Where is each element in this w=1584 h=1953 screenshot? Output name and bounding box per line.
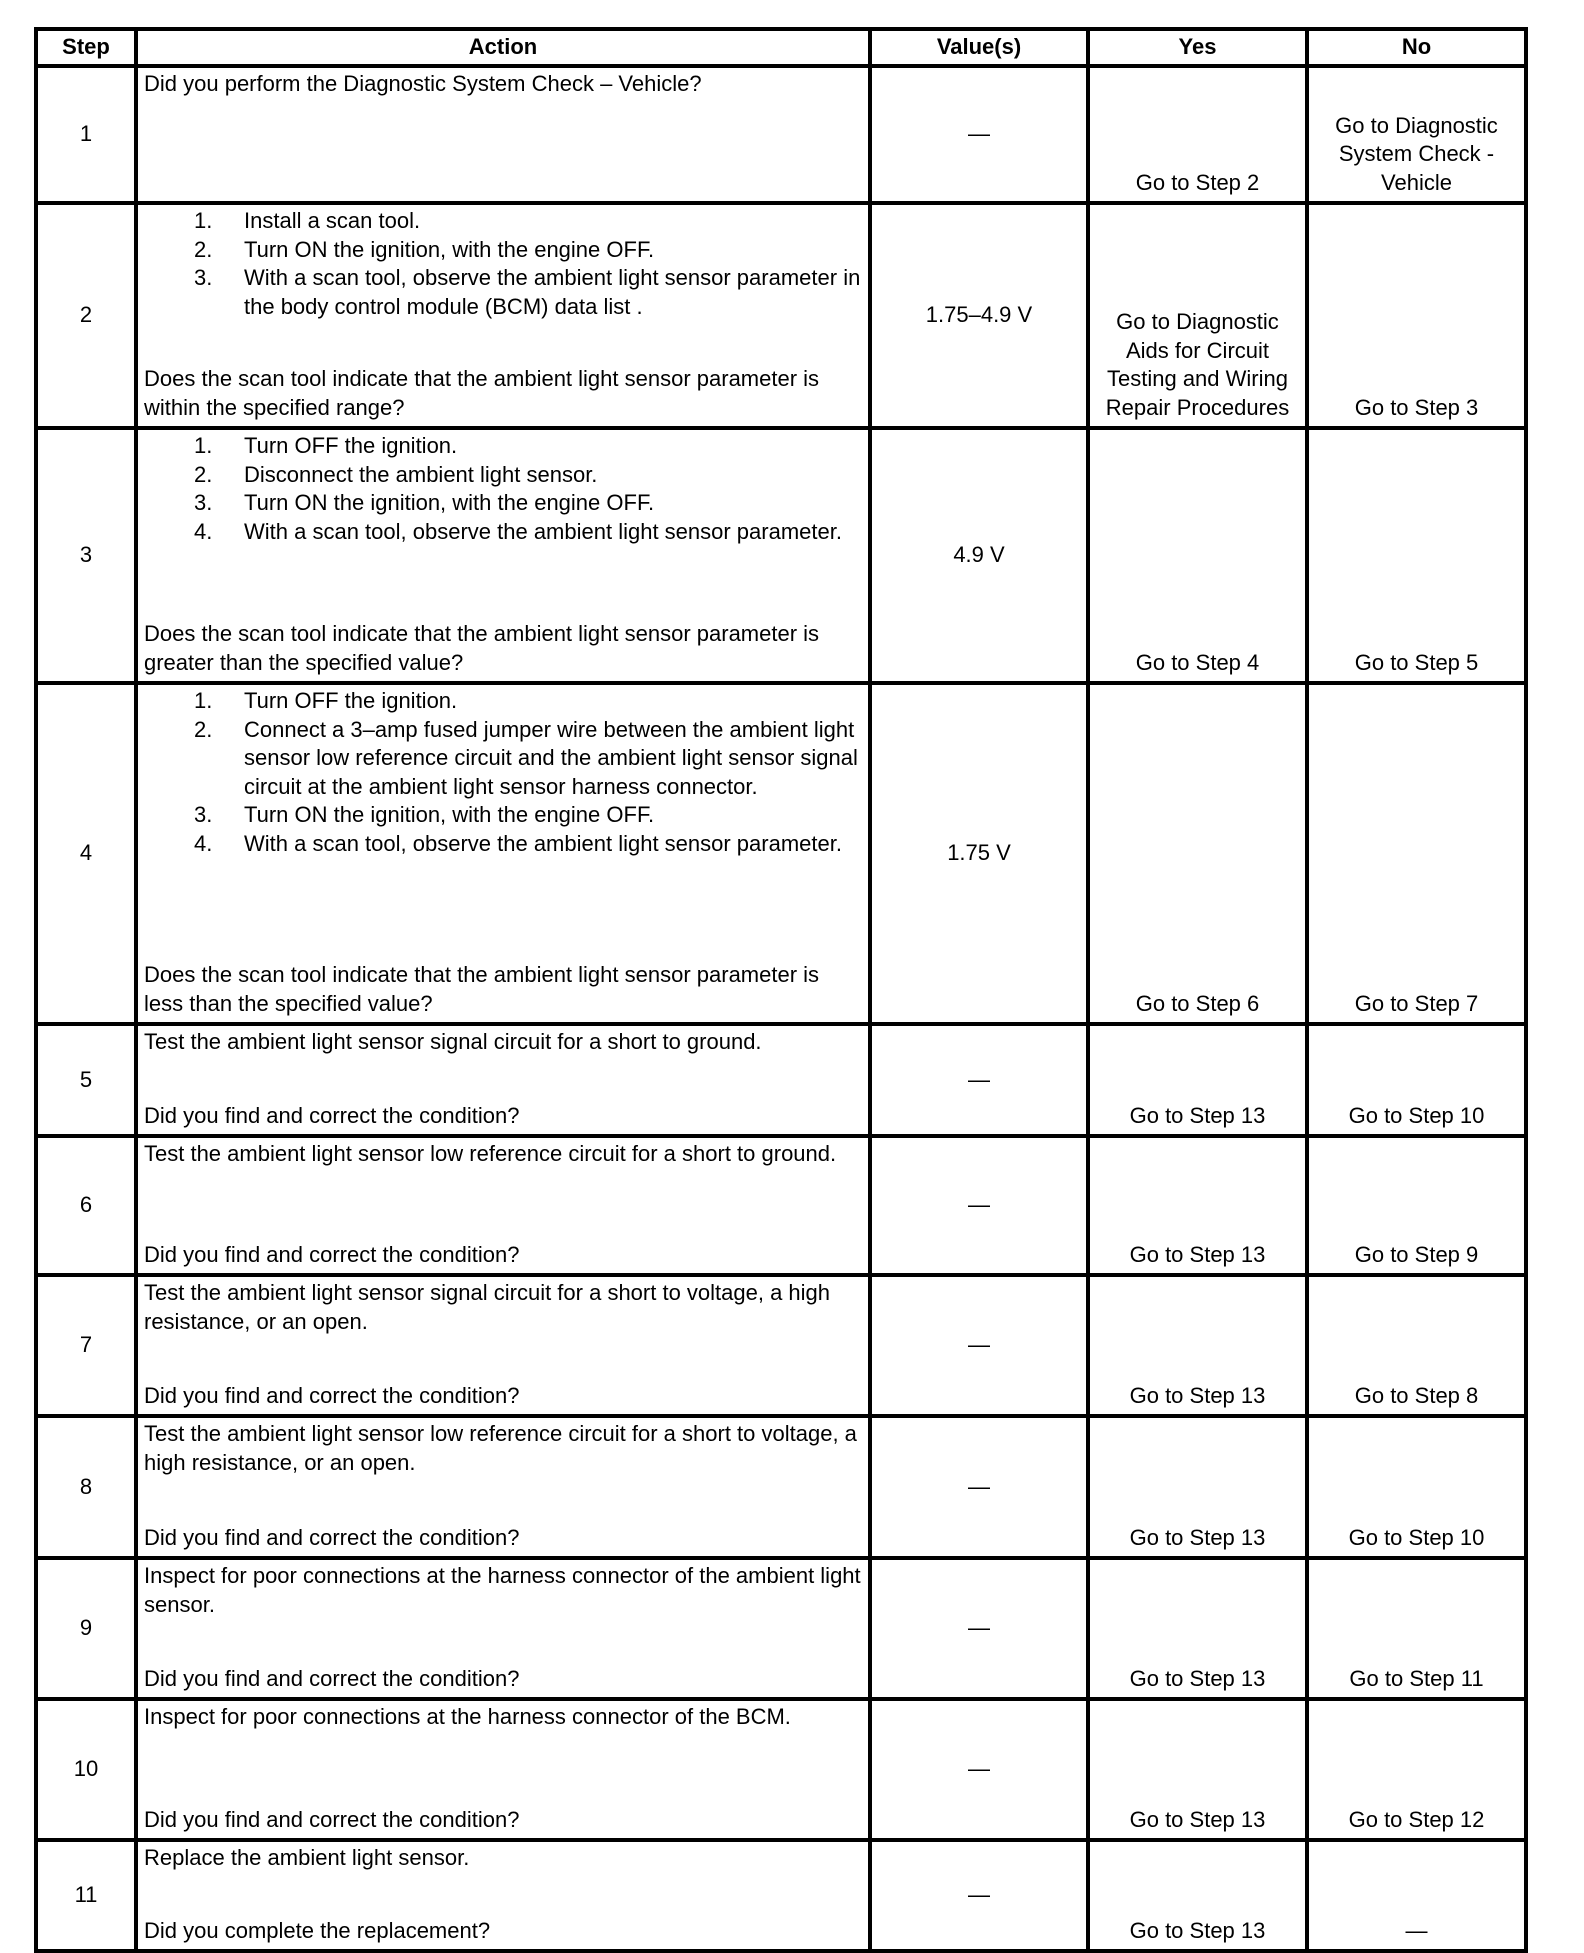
action-list-item bbox=[144, 830, 862, 859]
no-action: Go to Step 5 bbox=[1354, 649, 1479, 675]
list-number: 2. bbox=[194, 461, 213, 487]
list-text: Turn ON the ignition, with the engine OFF. bbox=[244, 802, 655, 827]
action-cell bbox=[136, 203, 870, 428]
yes-cell bbox=[1088, 1416, 1307, 1558]
no-cell bbox=[1307, 1840, 1526, 1951]
no-action: Go to Step 10 bbox=[1348, 1102, 1485, 1128]
value-cell: 1.75–4.9 V bbox=[870, 203, 1088, 428]
list-text: Turn ON the ignition, with the engine OFF. bbox=[244, 490, 655, 515]
yes-cell bbox=[1088, 1840, 1307, 1951]
yes-cell bbox=[1088, 66, 1307, 203]
yes-cell bbox=[1088, 1136, 1307, 1275]
action-cell bbox=[136, 428, 870, 683]
value-cell: — bbox=[870, 1699, 1088, 1840]
no-action: Go to Step 7 bbox=[1354, 990, 1479, 1016]
action-question: Did you perform the Diagnostic System Check – Vehicle? bbox=[144, 71, 702, 96]
action-question: Did you find and correct the condition? bbox=[144, 1102, 520, 1128]
action-content bbox=[138, 685, 868, 1022]
yes-action: Go to Step 13 bbox=[1129, 1524, 1266, 1550]
list-number: 1. bbox=[194, 688, 213, 713]
action-question: Did you find and correct the condition? bbox=[144, 1241, 520, 1267]
value-cell: — bbox=[870, 1416, 1088, 1558]
action-intro: Test the ambient light sensor low reference circuit for a short to voltage, a high resistance, or an open. bbox=[144, 1421, 857, 1475]
action-cell bbox=[136, 1699, 870, 1840]
action-content bbox=[138, 205, 868, 426]
list-text: With a scan tool, observe the ambient light sensor parameter in the body control module (BCM) data list . bbox=[244, 265, 861, 319]
action-steps bbox=[144, 207, 862, 321]
yes-action: Go to Step 13 bbox=[1129, 1241, 1266, 1267]
no-action: — bbox=[1405, 1917, 1428, 1943]
list-number: 4. bbox=[194, 830, 213, 856]
action-list-item bbox=[144, 716, 862, 802]
action-content bbox=[138, 1138, 868, 1273]
action-steps bbox=[144, 1279, 862, 1336]
header-yes: Yes bbox=[1088, 29, 1307, 66]
list-text: Disconnect the ambient light sensor. bbox=[244, 461, 598, 487]
action-intro: Test the ambient light sensor signal circuit for a short to voltage, a high resistance, or an open. bbox=[144, 1280, 831, 1334]
no-cell bbox=[1307, 683, 1526, 1024]
table-row bbox=[36, 1699, 1526, 1840]
no-action: Go to Step 12 bbox=[1348, 1806, 1485, 1832]
step-number: 7 bbox=[36, 1275, 136, 1416]
yes-cell bbox=[1088, 1275, 1307, 1416]
no-cell bbox=[1307, 1699, 1526, 1840]
list-number: 3. bbox=[194, 490, 213, 515]
yes-cell bbox=[1088, 1558, 1307, 1699]
action-content bbox=[138, 1277, 868, 1414]
step-number: 2 bbox=[36, 203, 136, 428]
list-text: Turn OFF the ignition. bbox=[244, 433, 458, 458]
action-question: Did you find and correct the condition? bbox=[144, 1806, 520, 1832]
action-steps bbox=[144, 1028, 862, 1057]
value-cell: — bbox=[870, 1275, 1088, 1416]
action-steps bbox=[144, 1420, 862, 1477]
action-list-item bbox=[144, 489, 862, 518]
action-intro: Test the ambient light sensor signal circuit for a short to ground. bbox=[144, 1029, 762, 1054]
diagnostic-table bbox=[34, 27, 1528, 1953]
action-steps bbox=[144, 1562, 862, 1619]
action-list-item bbox=[144, 432, 862, 461]
no-action: Go to Diagnostic System Check - Vehicle bbox=[1335, 112, 1498, 195]
table-row bbox=[36, 683, 1526, 1024]
list-text: Connect a 3–amp fused jumper wire between the ambient light sensor low reference circuit and the ambient light sensor signal circuit at the ambient light sensor harness connector. bbox=[244, 716, 858, 799]
action-cell bbox=[136, 1136, 870, 1275]
list-number: 1. bbox=[194, 208, 213, 233]
action-question: Does the scan tool indicate that the ambient light sensor parameter is greater than the specified value? bbox=[144, 621, 820, 675]
no-cell bbox=[1307, 1136, 1526, 1275]
action-steps bbox=[144, 1844, 862, 1873]
header-no: No bbox=[1307, 29, 1526, 66]
action-intro: Inspect for poor connections at the harness connector of the ambient light sensor. bbox=[144, 1563, 861, 1617]
action-cell bbox=[136, 1024, 870, 1136]
header-action: Action bbox=[136, 29, 870, 66]
step-number: 8 bbox=[36, 1416, 136, 1558]
no-cell bbox=[1307, 203, 1526, 428]
value-cell: — bbox=[870, 66, 1088, 203]
no-action: Go to Step 3 bbox=[1354, 394, 1479, 420]
no-cell bbox=[1307, 1275, 1526, 1416]
step-number: 4 bbox=[36, 683, 136, 1024]
list-number: 4. bbox=[194, 518, 213, 544]
step-number: 5 bbox=[36, 1024, 136, 1136]
header-values: Value(s) bbox=[870, 29, 1088, 66]
no-action: Go to Step 11 bbox=[1349, 1665, 1484, 1691]
yes-cell bbox=[1088, 1699, 1307, 1840]
no-cell bbox=[1307, 428, 1526, 683]
yes-action: Go to Step 13 bbox=[1129, 1102, 1266, 1128]
action-list-item bbox=[144, 236, 862, 265]
list-number: 3. bbox=[194, 265, 213, 290]
no-cell bbox=[1307, 1558, 1526, 1699]
action-content bbox=[138, 1701, 868, 1838]
action-steps bbox=[144, 1140, 862, 1169]
yes-action: Go to Step 13 bbox=[1129, 1917, 1266, 1943]
value-cell: — bbox=[870, 1136, 1088, 1275]
action-cell bbox=[136, 1275, 870, 1416]
value-cell: — bbox=[870, 1558, 1088, 1699]
yes-cell bbox=[1088, 203, 1307, 428]
action-cell bbox=[136, 683, 870, 1024]
action-cell bbox=[136, 1558, 870, 1699]
action-list-item bbox=[144, 801, 862, 830]
no-cell bbox=[1307, 1416, 1526, 1558]
yes-cell bbox=[1088, 1024, 1307, 1136]
step-number: 11 bbox=[36, 1840, 136, 1951]
yes-action: Go to Step 6 bbox=[1135, 990, 1260, 1016]
table-row bbox=[36, 1558, 1526, 1699]
table-row bbox=[36, 428, 1526, 683]
yes-action: Go to Step 4 bbox=[1135, 649, 1260, 675]
no-action: Go to Step 10 bbox=[1348, 1524, 1485, 1550]
action-list-item bbox=[144, 207, 862, 236]
action-list-item bbox=[144, 687, 862, 716]
action-content bbox=[138, 68, 868, 201]
action-cell bbox=[136, 66, 870, 203]
action-intro: Test the ambient light sensor low reference circuit for a short to ground. bbox=[144, 1141, 837, 1166]
action-question: Did you find and correct the condition? bbox=[144, 1665, 520, 1691]
action-question: Did you complete the replacement? bbox=[144, 1917, 491, 1943]
table-row bbox=[36, 1275, 1526, 1416]
table-row bbox=[36, 203, 1526, 428]
no-cell bbox=[1307, 66, 1526, 203]
no-action: Go to Step 8 bbox=[1354, 1382, 1479, 1408]
table-row bbox=[36, 1840, 1526, 1951]
list-text: With a scan tool, observe the ambient light sensor parameter. bbox=[244, 518, 842, 544]
action-question: Does the scan tool indicate that the ambient light sensor parameter is within the specified range? bbox=[144, 366, 820, 420]
action-content bbox=[138, 1842, 868, 1949]
value-cell: — bbox=[870, 1840, 1088, 1951]
table-row bbox=[36, 1416, 1526, 1558]
action-steps bbox=[144, 1703, 862, 1732]
yes-action: Go to Step 13 bbox=[1129, 1806, 1266, 1832]
yes-cell bbox=[1088, 683, 1307, 1024]
action-list-item bbox=[144, 264, 862, 321]
list-text: Turn ON the ignition, with the engine OFF. bbox=[244, 236, 655, 262]
list-number: 3. bbox=[194, 802, 213, 827]
list-text: With a scan tool, observe the ambient light sensor parameter. bbox=[244, 830, 842, 856]
action-intro: Inspect for poor connections at the harness connector of the BCM. bbox=[144, 1704, 791, 1729]
action-intro: Replace the ambient light sensor. bbox=[144, 1845, 470, 1870]
table-row bbox=[36, 1136, 1526, 1275]
step-number: 1 bbox=[36, 66, 136, 203]
yes-action: Go to Step 2 bbox=[1135, 169, 1260, 195]
yes-action: Go to Diagnostic Aids for Circuit Testing and Wiring Repair Procedures bbox=[1105, 309, 1290, 420]
value-cell: — bbox=[870, 1024, 1088, 1136]
action-cell bbox=[136, 1416, 870, 1558]
step-number: 10 bbox=[36, 1699, 136, 1840]
action-list-item bbox=[144, 461, 862, 490]
action-cell bbox=[136, 1840, 870, 1951]
step-number: 3 bbox=[36, 428, 136, 683]
step-number: 6 bbox=[36, 1136, 136, 1275]
action-content bbox=[138, 1418, 868, 1556]
action-content bbox=[138, 430, 868, 681]
yes-action: Go to Step 13 bbox=[1129, 1665, 1266, 1691]
no-action: Go to Step 9 bbox=[1354, 1241, 1479, 1267]
header-row bbox=[36, 29, 1526, 66]
list-number: 2. bbox=[194, 236, 213, 262]
header-step: Step bbox=[36, 29, 136, 66]
action-question: Did you find and correct the condition? bbox=[144, 1524, 520, 1550]
action-question: Did you find and correct the condition? bbox=[144, 1382, 520, 1408]
table-row bbox=[36, 1024, 1526, 1136]
value-cell: 1.75 V bbox=[870, 683, 1088, 1024]
list-number: 1. bbox=[194, 433, 213, 458]
list-text: Turn OFF the ignition. bbox=[244, 688, 458, 713]
action-content bbox=[138, 1560, 868, 1697]
action-steps bbox=[144, 687, 862, 858]
list-number: 2. bbox=[194, 716, 213, 742]
table-row bbox=[36, 66, 1526, 203]
value-cell: 4.9 V bbox=[870, 428, 1088, 683]
yes-action: Go to Step 13 bbox=[1129, 1382, 1266, 1408]
no-cell bbox=[1307, 1024, 1526, 1136]
action-steps bbox=[144, 432, 862, 546]
action-question: Does the scan tool indicate that the ambient light sensor parameter is less than the specified value? bbox=[144, 962, 820, 1016]
yes-cell bbox=[1088, 428, 1307, 683]
step-number: 9 bbox=[36, 1558, 136, 1699]
action-list-item bbox=[144, 518, 862, 547]
action-content bbox=[138, 1026, 868, 1134]
list-text: Install a scan tool. bbox=[244, 208, 421, 233]
